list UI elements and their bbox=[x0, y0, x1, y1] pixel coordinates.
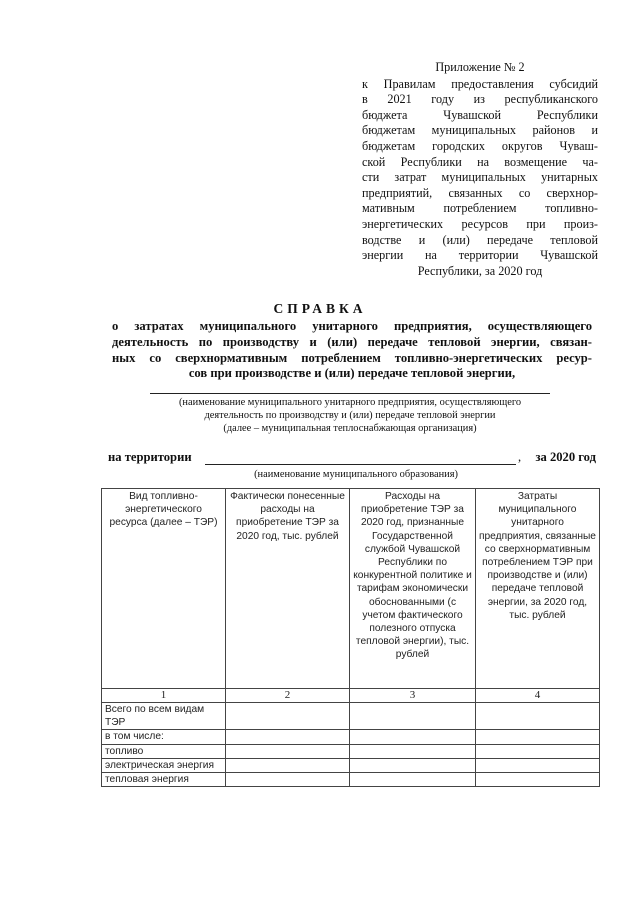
enterprise-caption bbox=[120, 396, 580, 435]
municipality-caption: (наименование муниципального образования) bbox=[254, 469, 458, 480]
table-cell[interactable] bbox=[226, 703, 350, 730]
caption-line: (наименование муниципального унитарного предприятия, осуществляющего bbox=[178, 397, 522, 408]
column-number: 1 bbox=[102, 689, 226, 703]
row-label: электрическая энергия bbox=[102, 758, 226, 772]
territory-line bbox=[108, 450, 596, 468]
appendix-block bbox=[362, 60, 598, 279]
appendix-line: водстве и (или) передаче тепловой bbox=[362, 232, 598, 247]
table-cell[interactable] bbox=[226, 744, 350, 758]
column-number: 3 bbox=[350, 689, 476, 703]
row-label: Всего по всем видам ТЭР bbox=[102, 703, 226, 730]
caption-line: (далее – муниципальная теплоснабжающая организация) bbox=[223, 423, 477, 434]
table-cell[interactable] bbox=[476, 773, 600, 787]
column-number: 4 bbox=[476, 689, 600, 703]
document-title: СПРАВКА bbox=[273, 301, 367, 316]
column-number: 2 bbox=[226, 689, 350, 703]
appendix-line: ской Республики на возмещение ча- bbox=[362, 154, 598, 169]
appendix-line: бюджетам городских округов Чуваш- bbox=[362, 138, 598, 153]
table-cell[interactable] bbox=[226, 773, 350, 787]
header-actual-costs: Фактически понесенные расходы на приобретение ТЭР за 2020 год, тыс. рублей bbox=[226, 489, 350, 689]
territory-label: на территории bbox=[108, 450, 192, 464]
header-approved-costs: Расходы на приобретение ТЭР за 2020 год, признанные Государственной службой Чувашской Республики по конкурентной политике и тарифам экономически обоснованными (с учетом фактического полезного отпуска тепловой энергии), тыс. рублей bbox=[350, 489, 476, 689]
municipality-name-blank bbox=[205, 464, 516, 465]
appendix-number: Приложение № 2 bbox=[435, 60, 525, 74]
table-cell[interactable] bbox=[476, 703, 600, 730]
enterprise-name-blank bbox=[150, 393, 550, 394]
table-cell[interactable] bbox=[350, 703, 476, 730]
table-cell[interactable] bbox=[226, 730, 350, 744]
row-label: тепловая энергия bbox=[102, 773, 226, 787]
territory-comma: , bbox=[518, 450, 522, 464]
appendix-line: бюджета Чувашской Республики bbox=[362, 107, 598, 122]
table-cell[interactable] bbox=[476, 744, 600, 758]
table-cell[interactable] bbox=[350, 744, 476, 758]
costs-table bbox=[101, 488, 600, 787]
table-cell[interactable] bbox=[350, 773, 476, 787]
appendix-line: мативным потреблением топливно- bbox=[362, 201, 598, 216]
appendix-line: к Правилам предоставления субсидий bbox=[362, 76, 598, 91]
table-row bbox=[102, 758, 600, 772]
appendix-line: сти затрат муниципальных унитарных bbox=[362, 170, 598, 185]
table-cell[interactable] bbox=[350, 730, 476, 744]
appendix-line: Республики, за 2020 год bbox=[417, 263, 543, 278]
appendix-line: энергетических ресурсов при произ- bbox=[362, 216, 598, 231]
document-subtitle bbox=[112, 319, 592, 382]
table-row bbox=[102, 773, 600, 787]
row-label: топливо bbox=[102, 744, 226, 758]
subtitle-line: о затратах муниципального унитарного предприятия, осуществляющего bbox=[112, 319, 592, 333]
subtitle-line: сов при производстве и (или) передаче тепловой энергии, bbox=[188, 366, 516, 381]
appendix-line: бюджетам муниципальных районов и bbox=[362, 123, 598, 138]
table-cell[interactable] bbox=[476, 730, 600, 744]
table-cell[interactable] bbox=[476, 758, 600, 772]
appendix-line: предприятий, связанных со сверхнор- bbox=[362, 185, 598, 200]
table-row bbox=[102, 744, 600, 758]
table-cell[interactable] bbox=[350, 758, 476, 772]
appendix-line: энергии на территории Чувашской bbox=[362, 248, 598, 263]
column-number-row bbox=[102, 689, 600, 703]
table-header-row bbox=[102, 489, 600, 689]
table-row bbox=[102, 703, 600, 730]
header-resource-type: Вид топливно-энергетического ресурса (далее – ТЭР) bbox=[102, 489, 226, 689]
appendix-line: в 2021 году из республиканского bbox=[362, 92, 598, 107]
subtitle-line: деятельность по производству и (или) передаче тепловой энергии, связан- bbox=[112, 334, 592, 349]
year-label: за 2020 год bbox=[535, 450, 596, 464]
table-cell[interactable] bbox=[226, 758, 350, 772]
header-excess-costs: Затраты муниципального унитарного предприятия, связанные со сверхнормативным потреблением ТЭР при производстве и (или) передаче тепловой энергии, за 2020 год, тыс. рублей bbox=[476, 489, 600, 689]
caption-line: деятельность по производству и (или) передаче тепловой энергии bbox=[204, 410, 496, 421]
subtitle-line: ных со сверхнормативным потреблением топливно-энергетических ресур- bbox=[112, 350, 592, 365]
table-row bbox=[102, 730, 600, 744]
row-label: в том числе: bbox=[102, 730, 226, 744]
